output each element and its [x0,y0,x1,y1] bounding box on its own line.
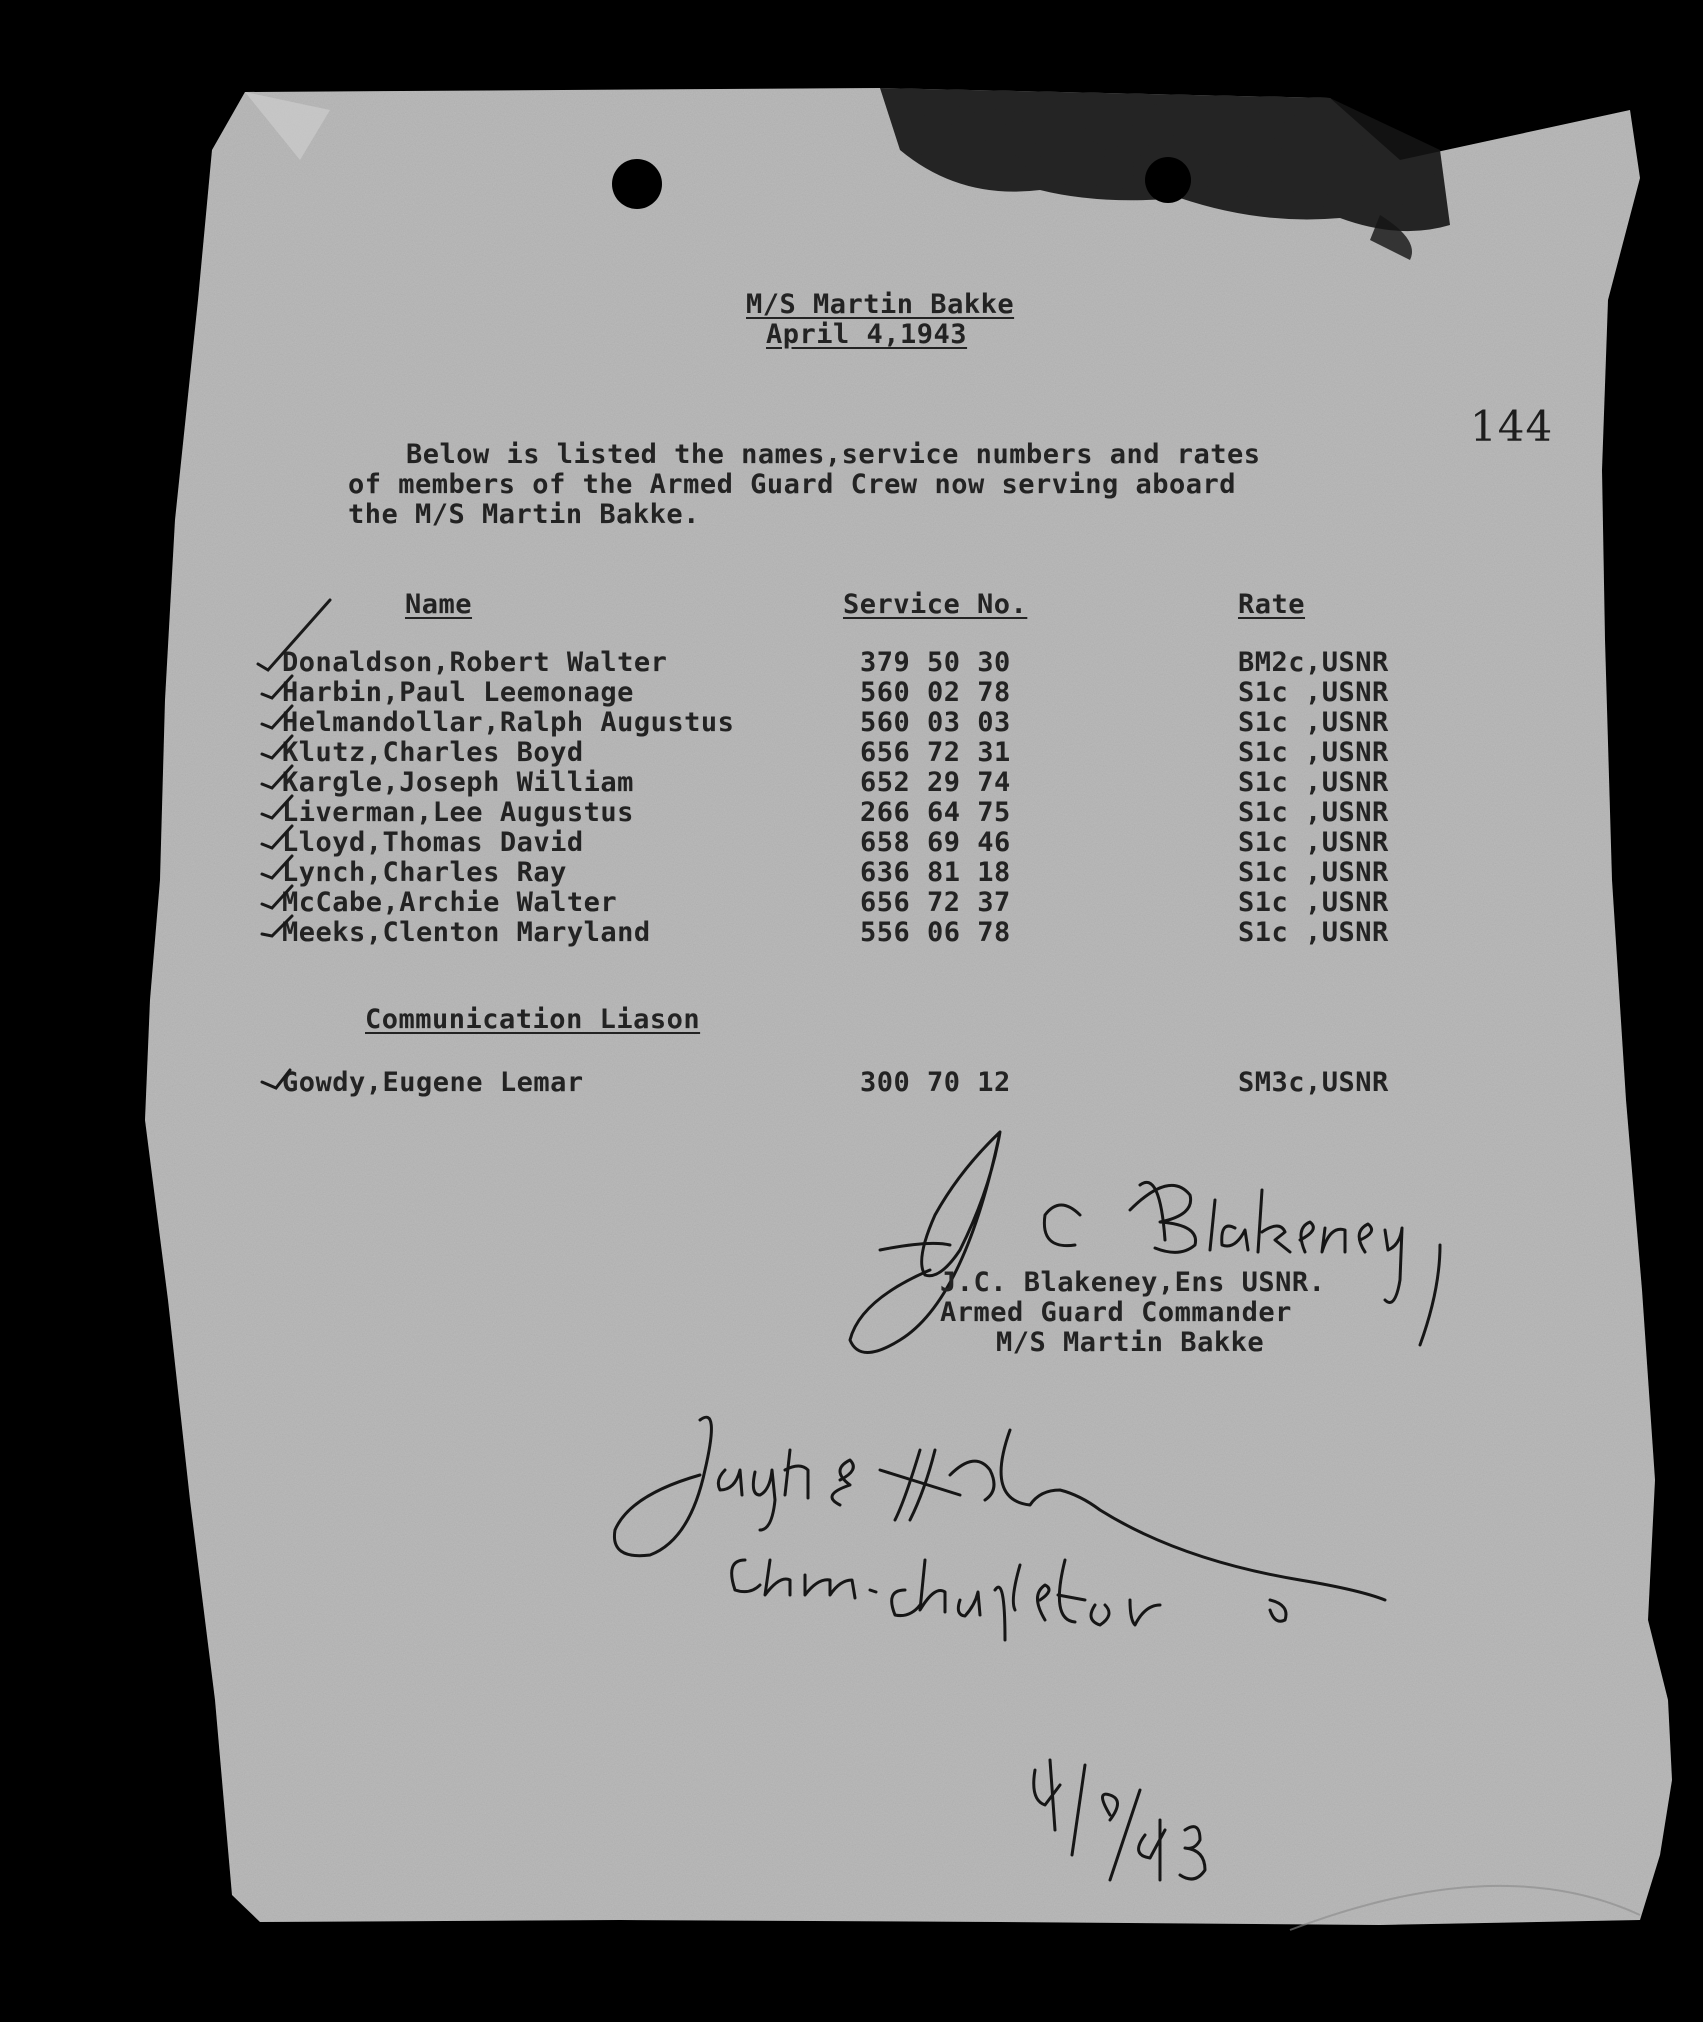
column-header-rate: Rate [1238,589,1306,620]
column-header-name: Name [405,589,473,620]
intro-line: the M/S Martin Bakke. [348,499,700,530]
crew-rate: S1c ,USNR [1238,917,1389,948]
signature-line: M/S Martin Bakke [996,1327,1265,1358]
intro-paragraph [348,440,1428,530]
crew-rate: S1c ,USNR [1238,797,1389,828]
crew-name: Lynch,Charles Ray [282,857,567,888]
crew-service-no: 300 70 12 [860,1067,1011,1098]
crew-name: Lloyd,Thomas David [282,827,584,858]
table-row [0,768,1703,798]
table-row [0,828,1703,858]
crew-service-no: 556 06 78 [860,917,1011,948]
crew-service-no: 379 50 30 [860,647,1011,678]
table-row [0,708,1703,738]
table-row [0,798,1703,828]
crew-name: Helmandollar,Ralph Augustus [282,707,735,738]
signature-block [940,1268,1325,1358]
table-row [0,738,1703,768]
crew-rate: S1c ,USNR [1238,707,1389,738]
crew-service-no: 560 02 78 [860,677,1011,708]
signature-line: Armed Guard Commander [940,1297,1292,1328]
crew-rate: S1c ,USNR [1238,857,1389,888]
crew-rate: S1c ,USNR [1238,737,1389,768]
crew-rate: S1c ,USNR [1238,767,1389,798]
crew-rate: SM3c,USNR [1238,1067,1389,1098]
crew-service-no: 636 81 18 [860,857,1011,888]
crew-name: Gowdy,Eugene Lemar [282,1067,584,1098]
crew-service-no: 652 29 74 [860,767,1011,798]
crew-name: Klutz,Charles Boyd [282,737,584,768]
punch-hole-left [612,159,662,209]
intro-line: of members of the Armed Guard Crew now serving aboard [348,469,1237,500]
crew-rate: S1c ,USNR [1238,827,1389,858]
communication-row [0,1068,1703,1098]
crew-name: Harbin,Paul Leemonage [282,677,634,708]
crew-service-no: 658 69 46 [860,827,1011,858]
crew-name: Meeks,Clenton Maryland [282,917,651,948]
document-date: April 4,1943 [766,319,968,350]
crew-name: Liverman,Lee Augustus [282,797,634,828]
crew-name: Kargle,Joseph William [282,767,634,798]
crew-service-no: 656 72 37 [860,887,1011,918]
punch-hole-right [1145,157,1191,203]
table-row [0,888,1703,918]
table-row [0,858,1703,888]
crew-service-no: 560 03 03 [860,707,1011,738]
crew-name: Donaldson,Robert Walter [282,647,668,678]
page-number: 144 [1470,402,1554,451]
crew-rate: S1c ,USNR [1238,677,1389,708]
communication-heading: Communication Liason [365,1004,701,1035]
table-row [0,678,1703,708]
crew-rate: S1c ,USNR [1238,887,1389,918]
vessel-title: M/S Martin Bakke [746,289,1015,320]
crew-rate: BM2c,USNR [1238,647,1389,678]
signature-line: J.C. Blakeney,Ens USNR. [940,1267,1326,1298]
column-header-service-no: Service No. [843,589,1028,620]
crew-service-no: 266 64 75 [860,797,1011,828]
table-row [0,918,1703,948]
table-row [0,648,1703,678]
crew-service-no: 656 72 31 [860,737,1011,768]
intro-line: Below is listed the names,service numbers and rates [406,439,1261,470]
crew-name: McCabe,Archie Walter [282,887,618,918]
